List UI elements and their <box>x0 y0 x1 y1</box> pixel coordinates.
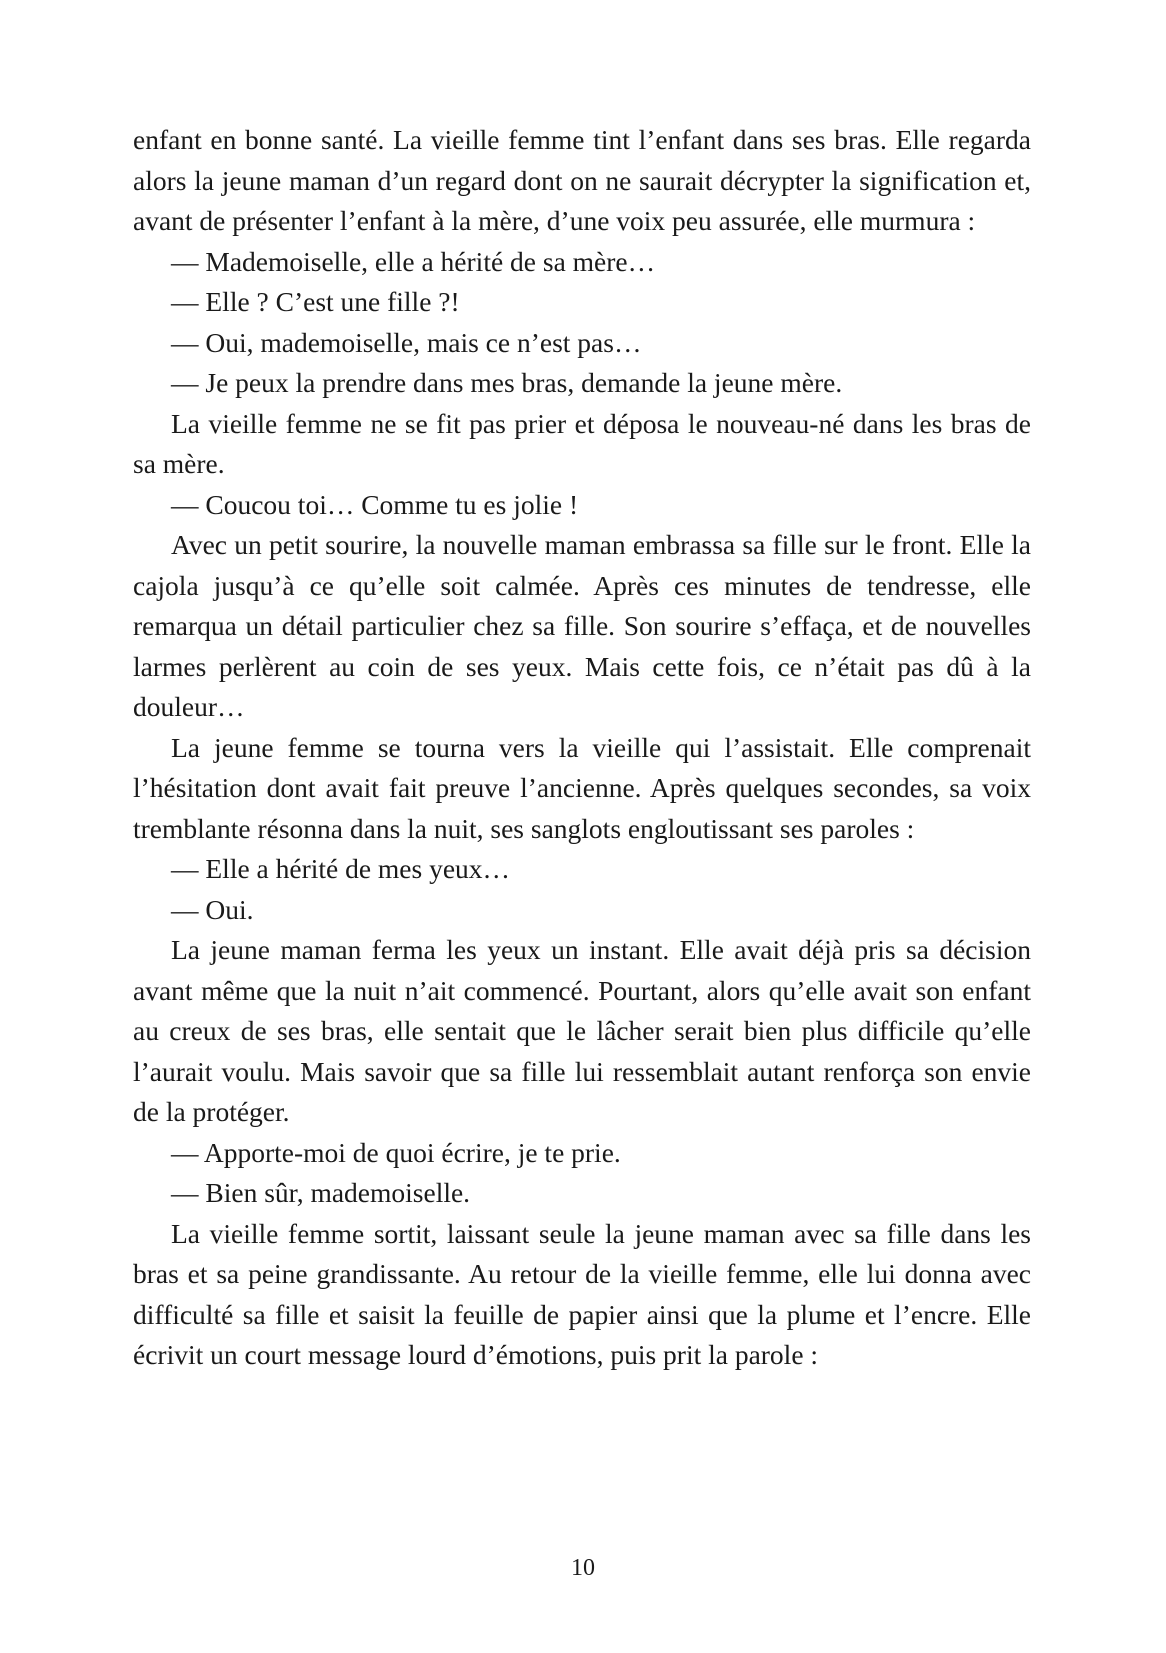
page-body-text <box>133 120 1031 1376</box>
paragraph: La vieille femme sortit, laissant seule la jeune maman avec sa fille dans les bras et sa peine grandissante. Au retour de la vieille femme, elle lui donna avec difficulté sa fille et saisit la feuille de papier ainsi que la plume et l’encre. Elle écrivit un court message lourd d’émotions, puis prit la parole : <box>133 1217 1031 1370</box>
dialogue-line: — Apporte-moi de quoi écrire, je te prie. <box>171 1136 621 1168</box>
dialogue-line: — Oui. <box>171 893 254 925</box>
dialogue-line: — Bien sûr, mademoiselle. <box>171 1177 471 1208</box>
paragraph: enfant en bonne santé. La vieille femme tint l’enfant dans ses bras. Elle regarda alors la jeune maman d’un regard dont on ne saurait décrypter la signification et, avant de présenter l’enfant à la mère, d’une voix peu assurée, elle murmura : <box>133 124 1031 236</box>
dialogue-line: — Oui, mademoiselle, mais ce n’est pas… <box>171 326 642 358</box>
dialogue-line: — Elle a hérité de mes yeux… <box>171 853 511 884</box>
dialogue-line: — Mademoiselle, elle a hérité de sa mère… <box>171 245 656 277</box>
dialogue-line: — Je peux la prendre dans mes bras, demande la jeune mère. <box>171 367 843 398</box>
dialogue-line: — Elle ? C’est une fille ?! <box>171 286 460 317</box>
paragraph: La jeune femme se tourna vers la vieille qui l’assistait. Elle comprenait l’hésitation dont avait fait preuve l’ancienne. Après quelques secondes, sa voix tremblante résonna dans la nuit, ses sanglots engloutissant ses paroles : <box>133 731 1031 844</box>
dialogue-line: — Coucou toi… Comme tu es jolie ! <box>171 488 579 520</box>
paragraph: La jeune maman ferma les yeux un instant. Elle avait déjà pris sa décision avant même que la nuit n’ait commencé. Pourtant, alors qu’elle avait son enfant au creux de ses bras, elle sentait que le lâcher serait bien plus difficile qu’elle l’aurait voulu. Mais savoir que sa fille lui ressemblait autant renforça son envie de la protéger. <box>133 934 1031 1127</box>
paragraph: Avec un petit sourire, la nouvelle maman embrassa sa fille sur le front. Elle la cajola jusqu’à ce qu’elle soit calmée. Après ces minutes de tendresse, elle remarqua un détail particulier chez sa fille. Son sourire s’effaça, et de nouvelles larmes perlèrent au coin de ses yeux. Mais cette fois, ce n’était pas dû à la douleur… <box>133 529 1031 722</box>
paragraph: La vieille femme ne se fit pas prier et déposa le nouveau-né dans les bras de sa mère. <box>133 407 1031 479</box>
page-number: 10 <box>571 1555 595 1581</box>
